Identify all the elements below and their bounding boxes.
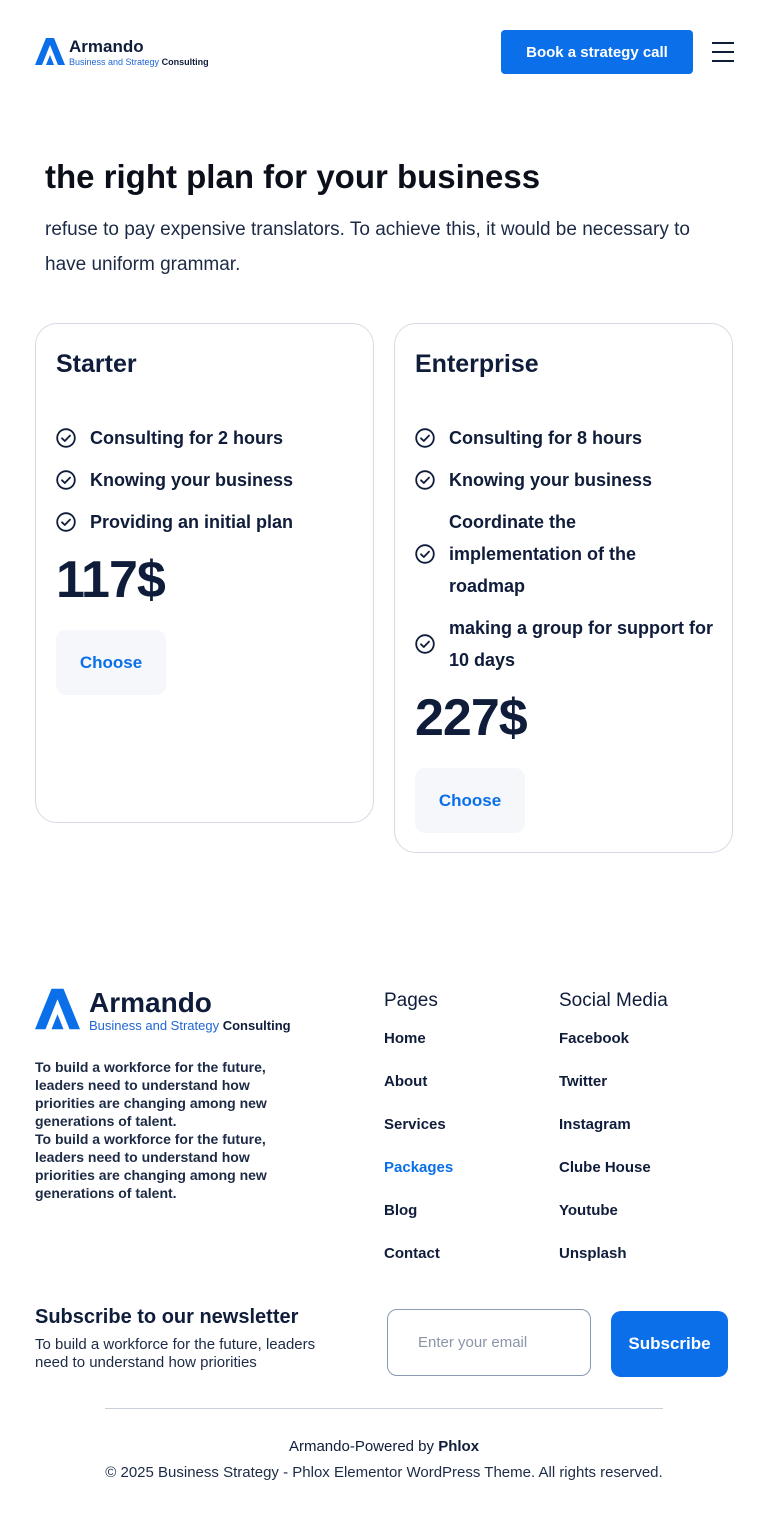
hamburger-icon[interactable] (712, 42, 734, 64)
logo-tagline: Business and Strategy Consulting (69, 57, 209, 67)
footer-social-column (559, 990, 668, 1288)
subscribe-button[interactable]: Subscribe (611, 1311, 728, 1377)
page-intro: refuse to pay expensive translators. To achieve this, it would be necessary to have uniform grammar. (45, 219, 690, 275)
plan-feature-text: Providing an initial plan (90, 512, 294, 532)
footer-link-instagram[interactable]: Instagram (559, 1116, 631, 1133)
powered-by: Armando-Powered by Phlox (288, 1438, 480, 1455)
footer-logo[interactable] (35, 988, 291, 1034)
footer-logo-tagline: Business and Strategy Consulting (89, 1018, 291, 1033)
footer-pages-title: Pages (384, 990, 438, 1011)
plan-feature-text: Knowing your business (449, 470, 653, 490)
footer-link-about[interactable]: About (384, 1073, 428, 1090)
plan-card-enterprise (394, 323, 733, 853)
footer-link-contact[interactable]: Contact (384, 1245, 440, 1262)
footer-divider (105, 1408, 663, 1409)
site-header (0, 0, 768, 100)
book-strategy-call-button[interactable]: Book a strategy call (501, 30, 693, 74)
plan-price: 117$ (56, 551, 165, 609)
plan-feature (56, 422, 366, 454)
copyright: © 2025 Business Strategy - Phlox Elementor WordPress Theme. All rights reserved. (105, 1464, 663, 1481)
footer-description-paragraph: To build a workforce for the future, leaders need to understand how priorities are changing among new generations of talent. (35, 1131, 267, 1201)
logo-mark-icon (35, 988, 80, 1030)
choose-enterprise-button[interactable]: Choose (415, 768, 525, 833)
logo-name: Armando (69, 37, 144, 56)
footer-link-clubhouse[interactable]: Clube House (559, 1159, 651, 1176)
plan-features (415, 422, 725, 686)
choose-starter-button[interactable]: Choose (56, 630, 166, 695)
plan-feature-text: Consulting for 8 hours (449, 428, 642, 448)
check-circle-icon (415, 470, 435, 490)
plan-feature (415, 464, 725, 496)
plan-features (56, 422, 366, 548)
plan-feature (415, 422, 725, 454)
footer-description-paragraph: To build a workforce for the future, leaders need to understand how priorities are changing among new generations of talent. (35, 1059, 267, 1129)
footer-link-unsplash[interactable]: Unsplash (559, 1245, 627, 1262)
footer-link-services[interactable]: Services (384, 1116, 446, 1133)
check-circle-icon (56, 470, 76, 490)
phlox-link[interactable]: Phlox (438, 1438, 480, 1455)
plan-price: 227$ (415, 689, 527, 747)
check-circle-icon (56, 428, 76, 448)
check-circle-icon (415, 544, 435, 564)
site-logo[interactable] (35, 38, 209, 68)
footer-description (35, 1058, 310, 1202)
newsletter-description: To build a workforce for the future, leaders need to understand how priorities (35, 1336, 316, 1371)
footer-link-home[interactable]: Home (384, 1030, 426, 1047)
newsletter-email-input[interactable] (387, 1309, 591, 1376)
footer-pages-column (384, 990, 453, 1288)
newsletter-title: Subscribe to our newsletter (35, 1306, 299, 1328)
footer-link-blog[interactable]: Blog (384, 1202, 418, 1219)
footer-social-title: Social Media (559, 990, 668, 1011)
check-circle-icon (415, 428, 435, 448)
plan-feature-text: Knowing your business (90, 470, 294, 490)
footer-link-twitter[interactable]: Twitter (559, 1073, 608, 1090)
footer-link-youtube[interactable]: Youtube (559, 1202, 618, 1219)
plan-feature (415, 506, 725, 602)
plan-feature-text: Consulting for 2 hours (90, 428, 283, 448)
plan-feature-text: making a group for support for 10 days (449, 618, 713, 670)
page-title: the right plan for your business (45, 158, 541, 195)
plan-feature (56, 506, 366, 538)
footer-link-facebook[interactable]: Facebook (559, 1030, 630, 1047)
check-circle-icon (415, 634, 435, 654)
plan-feature-text: Coordinate the implementation of the roadmap (449, 512, 637, 596)
plan-title: Starter (56, 350, 137, 378)
plan-card-starter (35, 323, 374, 823)
check-circle-icon (56, 512, 76, 532)
plan-feature (56, 464, 366, 496)
logo-mark-icon (35, 38, 65, 65)
footer-link-packages[interactable]: Packages (384, 1159, 454, 1176)
plan-title: Enterprise (415, 350, 539, 378)
plan-feature (415, 612, 725, 676)
footer-logo-name: Armando (89, 987, 212, 1018)
